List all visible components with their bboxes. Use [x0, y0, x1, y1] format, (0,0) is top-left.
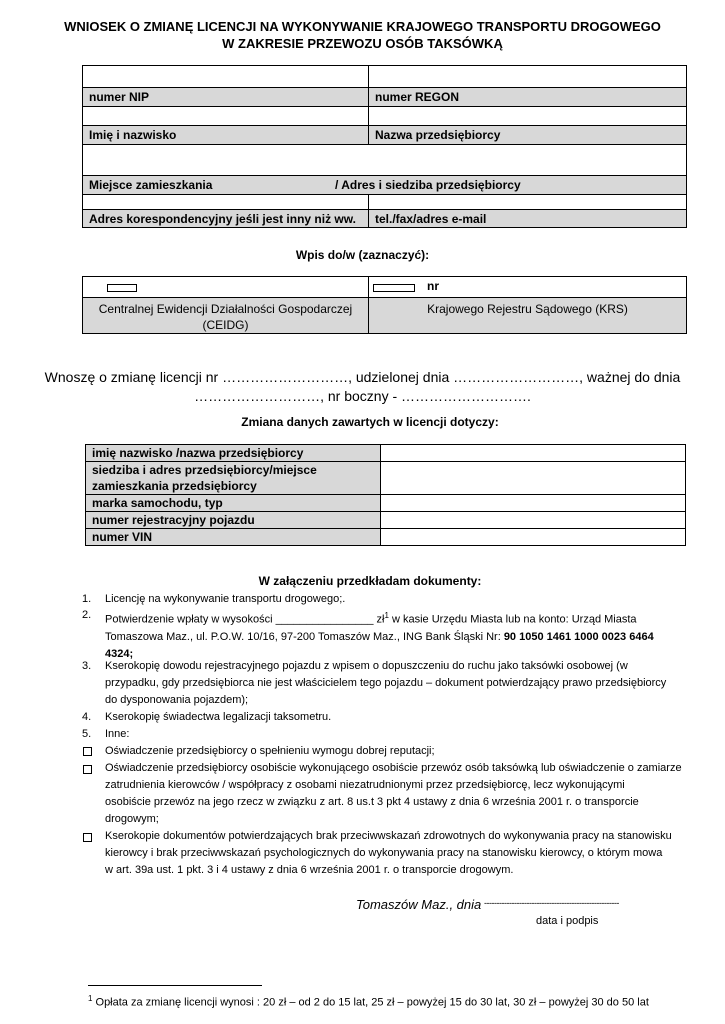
ceidg-label: [82, 297, 369, 334]
option-medical-line3: w art. 39a ust. 1 pkt. 3 i 4 ustawy z dnia 6 września 2001 r. o transporcie drogowym.: [105, 864, 514, 876]
changes-heading: Zmiana danych zawartych w licencji dotyczy:: [241, 415, 499, 429]
item-3-line1: Kserokopię dowodu rejestracyjnego pojazdu z wpisem o dopuszczeniu do ruchu jako taksówki osobowej (w: [105, 660, 628, 672]
ceidg-label-line1: Centralnej Ewidencji Działalności Gospodarczej: [98, 302, 353, 316]
seat-label: / Adres i siedziba przedsiębiorcy: [335, 178, 521, 192]
attachments-heading: W załączeniu przedkładam dokumenty:: [258, 574, 482, 588]
regon-input[interactable]: [368, 65, 687, 88]
change-row-vin: numer VIN: [85, 528, 381, 546]
option-medical-text: [105, 828, 683, 879]
change-value-name[interactable]: [380, 444, 686, 462]
option-drivers-line1: Oświadczenie przedsiębiorcy osobiście wykonującego osobiście przewóz osób taksówką lub oświadczenie o zamiarze: [105, 762, 682, 774]
residence-label: Miejsce zamieszkania: [89, 178, 213, 192]
item-4-number: 4.: [82, 711, 92, 723]
krs-checkbox[interactable]: [373, 284, 415, 292]
title-line-2: W ZAKRESIE PRZEWOZU OSÓB TAKSÓWKĄ: [222, 36, 503, 51]
regon-label: numer REGON: [368, 87, 687, 107]
correspondence-label: Adres korespondencyjny jeśli jest inny niż ww.: [82, 209, 369, 228]
option-medical-line2: kierowcy i brak przeciwwskazań psychologicznych do wykonywania pracy na stanowisku kierowcy, o którym mowa: [105, 847, 663, 859]
request-line-2: ………………………, nr boczny - ……………………….: [194, 388, 531, 404]
correspondence-input[interactable]: [82, 194, 369, 210]
krs-nr-label: nr: [427, 279, 439, 293]
contact-label: tel./fax/adres e-mail: [368, 209, 687, 228]
item-3-text: [105, 658, 683, 709]
option-drivers-line2: zatrudnienia kierowców / współpracy z osobami niezatrudnionymi przez przedsiębiorcę, lecz wykonującymi: [105, 779, 625, 791]
item-3-line3: do dysponowania pojazdem);: [105, 694, 249, 706]
item-3-number: 3.: [82, 660, 92, 672]
footnote: [88, 994, 649, 1009]
change-row-plate: numer rejestracyjny pojazdu: [85, 511, 381, 529]
change-row-seat: [85, 461, 381, 495]
ceidg-label-line2: (CEIDG): [202, 318, 249, 332]
item-2-text-a: Potwierdzenie wpłaty w wysokości ________________ zł: [105, 613, 385, 626]
footnote-marker: 1: [88, 994, 93, 1003]
item-1-number: 1.: [82, 593, 92, 605]
krs-cell: [368, 276, 687, 298]
item-2-text: [105, 607, 685, 663]
item-5-text: Inne:: [105, 728, 130, 740]
title-line-1: WNIOSEK O ZMIANĘ LICENCJI NA WYKONYWANIE KRAJOWEGO TRANSPORTU DROGOWEGO: [64, 19, 661, 34]
option-reputation-text: Oświadczenie przedsiębiorcy o spełnieniu wymogu dobrej reputacji;: [105, 745, 435, 757]
item-2-account-end: 4324;: [105, 647, 134, 660]
ceidg-checkbox[interactable]: [107, 284, 137, 292]
item-2-text-b: w kasie Urzędu Miasta lub na konto: Urząd Miasta: [388, 613, 637, 626]
signature-place: Tomaszów Maz., dnia: [356, 897, 482, 912]
name-input[interactable]: [82, 106, 369, 126]
company-input[interactable]: [368, 106, 687, 126]
company-label: Nazwa przedsiębiorcy: [368, 125, 687, 145]
footnote-text: Opłata za zmianę licencji wynosi : 20 zł – od 2 do 15 lat, 25 zł – powyżej 15 do 30 lat, 30 zł – powyżej 30 do 50 lat: [92, 996, 649, 1009]
change-row-make: marka samochodu, typ: [85, 494, 381, 512]
option-reputation-checkbox[interactable]: [83, 747, 92, 756]
option-medical-line1: Kserokopie dokumentów potwierdzających brak przeciwwskazań zdrowotnych do wykonywania pracy na stanowisku: [105, 830, 672, 842]
nip-input[interactable]: [82, 65, 369, 88]
change-row-name: imię nazwisko /nazwa przedsiębiorcy: [85, 444, 381, 462]
option-medical-checkbox[interactable]: [83, 833, 92, 842]
change-value-plate[interactable]: [380, 511, 686, 529]
registry-heading: Wpis do/w (zaznaczyć):: [295, 248, 430, 262]
option-drivers-text: [105, 760, 683, 828]
request-line-1: Wnoszę o zmianę licencji nr ………………………, udzielonej dnia ………………………, ważnej do dnia: [44, 369, 681, 385]
change-value-make[interactable]: [380, 494, 686, 512]
option-drivers-line4: drogowym;: [105, 813, 159, 825]
address-input[interactable]: [82, 144, 687, 176]
krs-label: Krajowego Rejestru Sądowego (KRS): [368, 297, 687, 334]
option-drivers-line3: osobiście przewóz na jego rzecz w związku z art. 8 us.t 3 pkt 4 ustawy z dnia 6 września 2001 r. o transporcie: [105, 796, 639, 808]
option-drivers-checkbox[interactable]: [83, 765, 92, 774]
signature-caption: data i podpis: [536, 915, 599, 927]
name-label: Imię i nazwisko: [82, 125, 369, 145]
item-2-number: 2.: [82, 609, 92, 621]
item-2-footnote-ref: 1: [384, 611, 389, 620]
request-text: [0, 368, 725, 406]
item-2-text-c: Tomaszowa Maz., ul. P.O.W. 10/16, 97-200 Tomaszów Maz., ING Bank Śląski Nr:: [105, 630, 504, 643]
item-4-text: Kserokopię świadectwa legalizacji taksometru.: [105, 711, 332, 723]
item-1-text: Licencję na wykonywanie transportu drogowego;.: [105, 593, 346, 605]
address-label-row: [82, 175, 687, 195]
contact-input[interactable]: [368, 194, 687, 210]
footnote-divider: [88, 985, 262, 986]
item-3-line2: przypadku, gdy przedsiębiorca nie jest właścicielem tego pojazdu – dokument potwierdzający prawo przedsiębiorcy: [105, 677, 667, 689]
signature-line: ------------------------------------------------------: [484, 898, 619, 908]
item-2-account: 90 1050 1461 1000 0023 6464: [503, 630, 654, 643]
change-value-seat[interactable]: [380, 461, 686, 495]
nip-label: numer NIP: [82, 87, 369, 107]
item-5-number: 5.: [82, 728, 92, 740]
change-row-seat-line2: zamieszkania przedsiębiorcy: [92, 479, 257, 493]
change-row-seat-line1: siedziba i adres przedsiębiorcy/miejsce: [92, 463, 317, 477]
change-value-vin[interactable]: [380, 528, 686, 546]
